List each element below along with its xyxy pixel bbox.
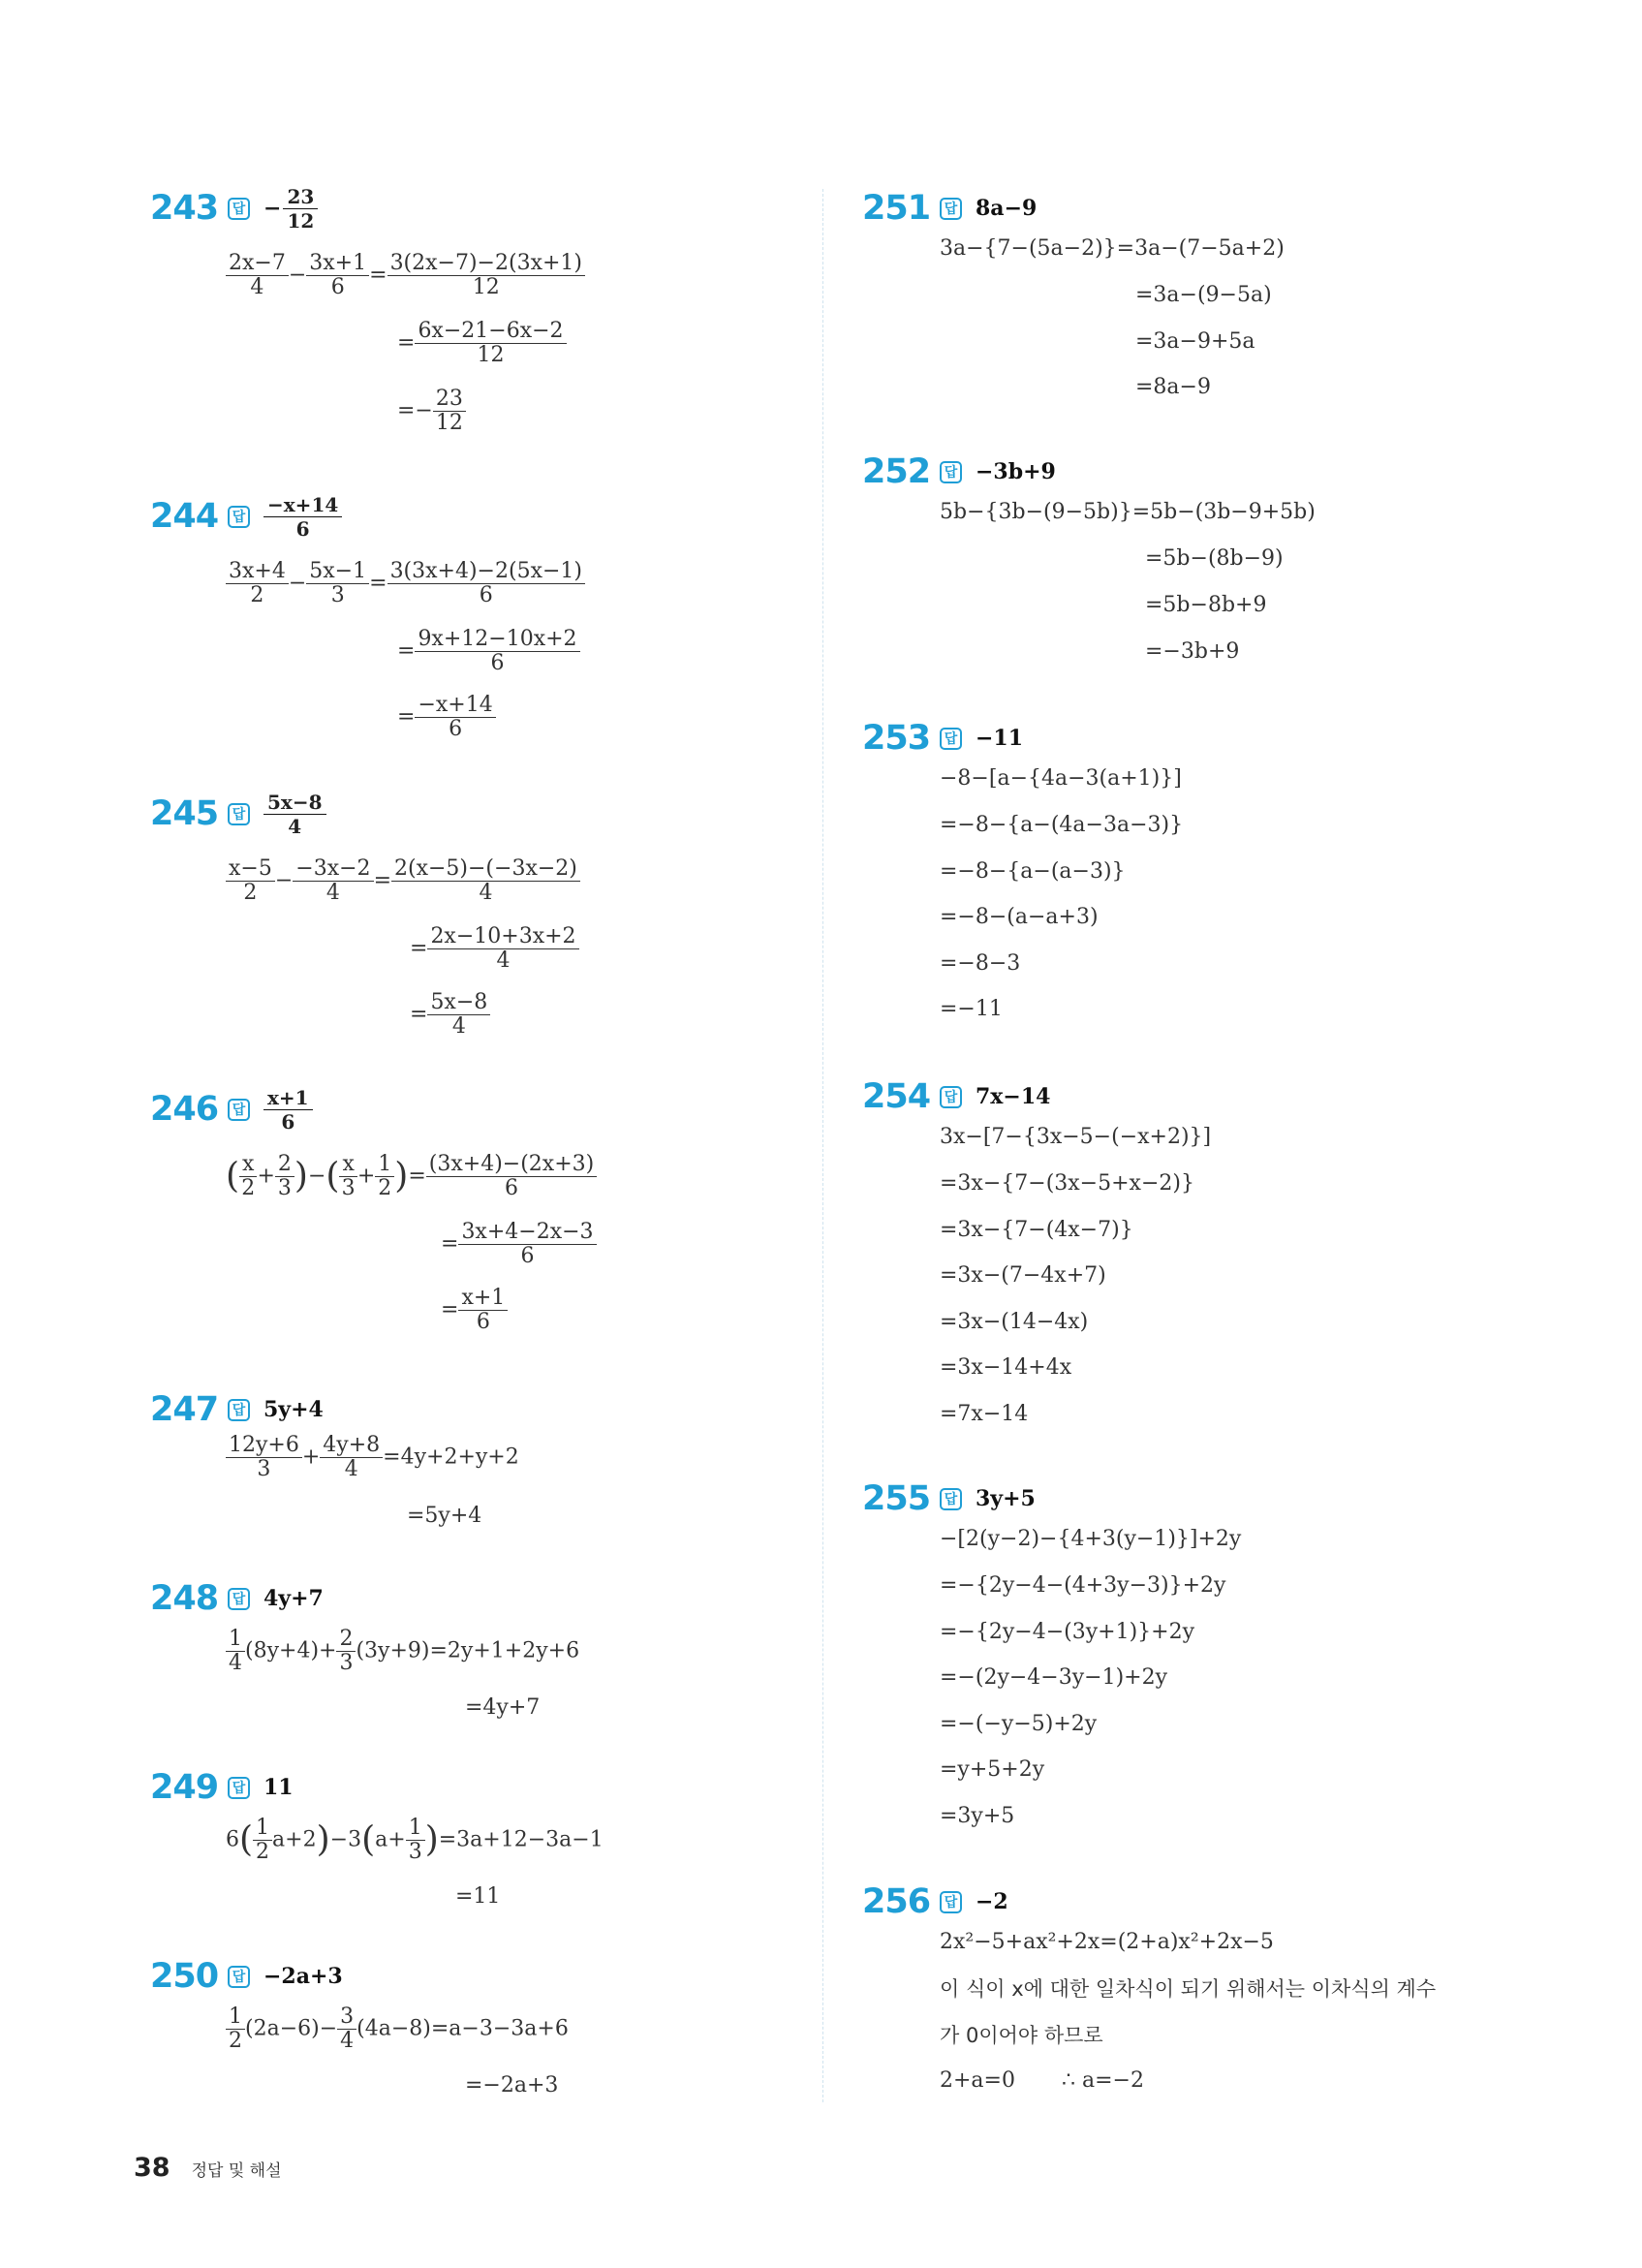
solution-line: 5b−{3b−(9−5b)}=5b−(3b−9+5b) <box>940 500 1316 524</box>
page-footer <box>134 2153 282 2183</box>
solution-line: −[2(y−2)−{4+3(y−1)}]+2y <box>940 1527 1242 1551</box>
answer-sign: − <box>263 196 282 221</box>
answer-badge-icon: 답 <box>228 803 250 825</box>
problem-249 <box>150 1763 604 1909</box>
problem-number: 244 <box>150 497 219 536</box>
answer-text: −2a+3 <box>263 1964 343 1989</box>
solution-line: =3x−14+4x <box>940 1355 1072 1380</box>
problem-243 <box>150 184 582 435</box>
solution-line: =−8−3 <box>940 951 1021 976</box>
solution-line: ( $\frac{x}{2}$ + $\frac{2}{3}$ )−( $\frac{x}{3}$ + $\frac{1}{2}$ )= $\frac{(3x+4)-(2x+3)}{6}$ <box>226 1153 597 1200</box>
solution-line: =5b−8b+9 <box>1145 593 1267 617</box>
solution-text: 이 식이 x에 대한 일차식이 되기 위해서는 이차식의 계수 <box>940 1977 1437 2001</box>
solution-line: 2x²−5+ax²+2x=(2+a)x²+2x−5 <box>940 1930 1274 1954</box>
answer-badge-icon: 답 <box>940 1488 962 1510</box>
solution-line: =−11 <box>940 997 1003 1021</box>
solution-line: 6( $\frac{1}{2}$ a+2)−3(a+ $\frac{1}{3}$ )=3a+12−3a−1 <box>226 1816 604 1864</box>
solution-line: $\frac{x-5}{2}$ − $\frac{-3x-2}{4}$ = $\frac{2(x-5)-(-3x-2)}{4}$ <box>226 857 580 905</box>
solution-line: = $\frac{-x+14}{6}$ <box>397 694 496 741</box>
solution-line: = $\frac{9x+12-10x+2}{6}$ <box>397 628 580 675</box>
solution-line: $\frac{2x-7}{4}$ − $\frac{3x+1}{6}$ = $\frac{3(2x-7)-2(3x+1)}{12}$ <box>226 252 585 299</box>
answer-badge-icon: 답 <box>228 1588 250 1610</box>
answer-badge-icon: 답 <box>940 728 962 750</box>
answer-text: 3y+5 <box>976 1486 1036 1511</box>
answer-badge-icon: 답 <box>940 198 962 220</box>
answer-text: 5y+4 <box>263 1397 324 1422</box>
problem-number: 247 <box>150 1390 219 1429</box>
answer-fraction: $\frac{-x+14}{6}$ <box>263 493 342 541</box>
solution-line: =3y+5 <box>940 1804 1015 1828</box>
solution-line: =− $\frac{23}{12}$ <box>397 388 466 435</box>
solution-line: =−8−(a−a+3) <box>940 905 1099 929</box>
answer-text: 7x−14 <box>976 1084 1051 1109</box>
solution-line: =4y+7 <box>465 1695 541 1720</box>
problem-252 <box>862 448 1316 664</box>
solution-line: =−3b+9 <box>1145 639 1240 664</box>
solution-line: =3x−(7−4x+7) <box>940 1263 1106 1288</box>
answer-badge-icon: 답 <box>228 1966 250 1988</box>
problem-number: 253 <box>862 719 931 758</box>
problem-number: 255 <box>862 1479 931 1518</box>
answer-text: −11 <box>976 726 1024 751</box>
answer-fraction: $\frac{5x-8}{4}$ <box>263 791 326 838</box>
solution-line: =−8−{a−(a−3)} <box>940 859 1126 884</box>
problem-250 <box>150 1952 569 2097</box>
problem-number: 252 <box>862 452 931 491</box>
answer-text: 8a−9 <box>976 196 1038 221</box>
problem-number: 243 <box>150 189 219 228</box>
solution-line: 2+a=0 ∴ a=−2 <box>940 2068 1144 2093</box>
problem-255 <box>862 1475 1242 1828</box>
problem-247 <box>150 1385 519 1528</box>
solution-line: =3x−(14−4x) <box>940 1310 1089 1334</box>
solution-line: =8a−9 <box>1135 375 1211 399</box>
problem-number: 245 <box>150 794 219 833</box>
answer-badge-icon: 답 <box>228 506 250 528</box>
solution-line: $\frac{1}{2}$ (2a−6)− $\frac{3}{4}$ (4a−8)=a−3−3a+6 <box>226 2005 569 2053</box>
solution-line: = $\frac{x+1}{6}$ <box>441 1287 508 1334</box>
answer-badge-icon: 답 <box>228 1099 250 1121</box>
answer-badge-icon: 답 <box>940 461 962 483</box>
answer-fraction: $\frac{23}{12}$ <box>283 185 318 233</box>
solution-line: =5b−(8b−9) <box>1145 546 1284 571</box>
problem-253 <box>862 714 1184 1021</box>
page-number: 38 <box>134 2153 170 2183</box>
problem-245 <box>150 790 577 1039</box>
solution-line: =−{2y−4−(4+3y−3)}+2y <box>940 1573 1226 1598</box>
problem-number: 250 <box>150 1957 219 1996</box>
solution-line: $\frac{3x+4}{2}$ − $\frac{5x-1}{3}$ = $\frac{3(3x+4)-2(5x-1)}{6}$ <box>226 560 585 607</box>
answer-text: −3b+9 <box>976 459 1056 484</box>
answer-badge-icon: 답 <box>228 1777 250 1799</box>
answer-badge-icon: 답 <box>228 1399 250 1421</box>
solution-line: =y+5+2y <box>940 1757 1045 1782</box>
problem-number: 246 <box>150 1090 219 1129</box>
solution-line: 3x−[7−{3x−5−(−x+2)}] <box>940 1125 1212 1149</box>
problem-256 <box>862 1878 1437 2093</box>
problem-244 <box>150 492 582 741</box>
solution-line: =3a−9+5a <box>1135 329 1255 354</box>
problem-number: 254 <box>862 1077 931 1116</box>
solution-line: = $\frac{3x+4-2x-3}{6}$ <box>441 1221 597 1268</box>
solution-line: = $\frac{5x-8}{4}$ <box>410 991 490 1039</box>
problem-number: 256 <box>862 1882 931 1921</box>
column-divider <box>822 189 823 2102</box>
solution-line: =3a−(9−5a) <box>1135 283 1272 307</box>
solution-line: =−(2y−4−3y−1)+2y <box>940 1665 1168 1690</box>
solution-line: =5y+4 <box>407 1504 482 1528</box>
problem-254 <box>862 1072 1212 1426</box>
answer-badge-icon: 답 <box>940 1891 962 1913</box>
problem-251 <box>862 184 1285 399</box>
solution-line: =3x−{7−(3x−5+x−2)} <box>940 1171 1194 1196</box>
solution-line: =−2a+3 <box>465 2073 559 2097</box>
footer-label: 정답 및 해설 <box>191 2161 282 2181</box>
solution-line: 3a−{7−(5a−2)}=3a−(7−5a+2) <box>940 236 1285 261</box>
solution-line: =−8−{a−(4a−3a−3)} <box>940 813 1184 837</box>
problem-number: 251 <box>862 189 931 228</box>
solution-line: = $\frac{2x-10+3x+2}{4}$ <box>410 925 579 973</box>
solution-line: =−{2y−4−(3y+1)}+2y <box>940 1620 1195 1644</box>
solution-line: $\frac{1}{4}$ (8y+4)+ $\frac{2}{3}$ (3y+9)=2y+1+2y+6 <box>226 1628 579 1675</box>
solution-text: 가 0이어야 하므로 <box>940 2024 1103 2047</box>
solution-line: −8−[a−{4a−3(a+1)}] <box>940 766 1182 791</box>
solution-line: =7x−14 <box>940 1402 1029 1426</box>
problem-246 <box>150 1085 595 1334</box>
answer-fraction: $\frac{x+1}{6}$ <box>263 1086 313 1134</box>
solution-line: =−(−y−5)+2y <box>940 1712 1098 1736</box>
answer-badge-icon: 답 <box>228 198 250 220</box>
problem-number: 249 <box>150 1768 219 1807</box>
answer-badge-icon: 답 <box>940 1086 962 1108</box>
answer-text: 4y+7 <box>263 1586 324 1611</box>
answer-text: −2 <box>976 1889 1008 1914</box>
problem-248 <box>150 1574 580 1720</box>
problem-number: 248 <box>150 1579 219 1618</box>
solution-line: = $\frac{6x-21-6x-2}{12}$ <box>397 320 567 367</box>
solution-line: =3x−{7−(4x−7)} <box>940 1218 1133 1242</box>
solution-line: =11 <box>455 1884 501 1909</box>
answer-text: 11 <box>263 1775 294 1800</box>
solution-line: $\frac{12y+6}{3}$ + $\frac{4y+8}{4}$ =4y+2+y+2 <box>226 1434 519 1481</box>
